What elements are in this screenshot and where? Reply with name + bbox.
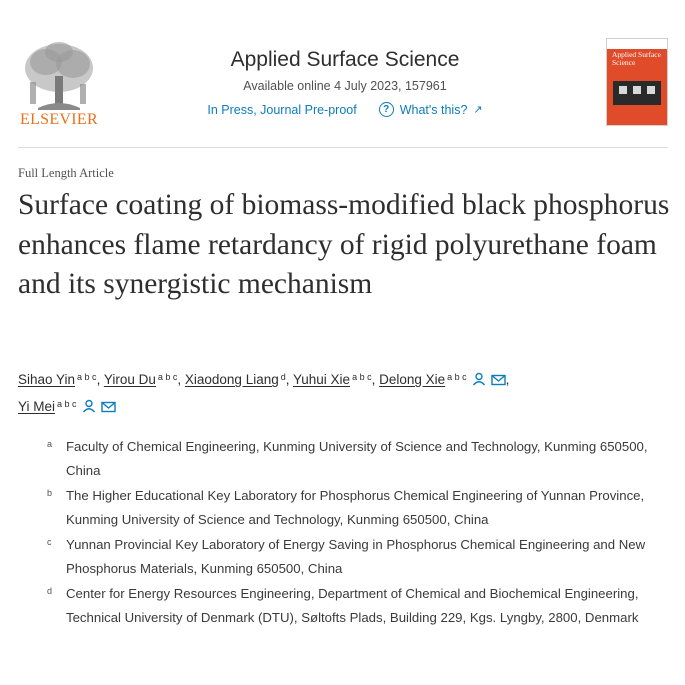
affiliation-text: Center for Energy Resources Engineering, Department of Chemical and Biochemical Engineering, Technical University of Denmark (DTU), Søltofts Plads, Building 229, Kgs. Lyngby, 2800, Denmark xyxy=(66,586,639,625)
affiliation-item xyxy=(44,533,674,581)
affiliation-item xyxy=(44,582,674,630)
question-circle-icon[interactable]: ? xyxy=(379,102,394,117)
author-yuhui-xie[interactable]: Yuhui Xie $^{a b c}$ xyxy=(293,372,372,387)
affiliation-text: Faculty of Chemical Engineering, Kunming University of Science and Technology, Kunming 650500, China xyxy=(66,439,648,478)
journal-status-row xyxy=(170,102,520,117)
affiliation-label: b xyxy=(47,488,53,498)
person-icon[interactable] xyxy=(82,399,96,413)
author-yi-mei[interactable]: Yi Mei $^{a b c}$ xyxy=(18,399,77,414)
journal-info xyxy=(170,48,520,117)
article-header xyxy=(0,0,685,140)
author-yirou-du[interactable]: Yirou Du $^{a b c}$ xyxy=(103,372,178,387)
journal-title[interactable]: Applied Surface Science xyxy=(230,48,460,71)
whats-this-link[interactable]: What's this? xyxy=(399,102,468,117)
person-icon[interactable] xyxy=(472,372,486,386)
mail-icon[interactable] xyxy=(101,401,116,413)
in-press-link[interactable]: In Press, Journal Pre-proof xyxy=(207,102,357,117)
affiliation-label: c xyxy=(47,537,52,547)
affiliation-label: d xyxy=(47,586,53,596)
article-title: Surface coating of biomass-modified black phosphorus enhances flame retardancy of rigid polyurethane foam and its synergistic mechanism xyxy=(18,189,670,300)
mail-icon[interactable] xyxy=(491,374,506,386)
cover-header-band xyxy=(607,39,667,47)
affiliation-item xyxy=(44,435,674,483)
affiliation-text: The Higher Educational Key Laboratory for Phosphorus Chemical Engineering of Yunnan Province, Kunming University of Science and Technology, Kunming 650500, China xyxy=(66,488,645,527)
author-sihao-yin[interactable]: Sihao Yin $^{a b c}$ xyxy=(18,372,97,387)
affiliation-item xyxy=(44,484,674,532)
article-type: Full Length Article xyxy=(18,166,114,180)
header-divider xyxy=(18,147,668,148)
author-xiaodong-liang[interactable]: Xiaodong Liang $^d$ xyxy=(184,372,286,387)
cover-title: Applied Surface Science xyxy=(612,50,661,67)
author-list: Sihao Yin $^{a b c}$, Yirou Du $^{a b c}$, Xiaodong Liang $^d$, Yuhui Xie $^{a b c}$, Delong Xie $^{a b c}$ , Yi Mei $^{a b c}$ xyxy=(18,372,510,414)
affiliation-text: Yunnan Provincial Key Laboratory of Energy Saving in Phosphorus Chemical Engineering and New Phosphorus Materials, Kunming 650500, China xyxy=(66,537,646,576)
affiliation-list xyxy=(44,435,674,631)
author-delong-xie[interactable]: Delong Xie $^{a b c}$ xyxy=(379,372,467,387)
journal-cover[interactable] xyxy=(606,38,668,126)
availability-date: Available online 4 July 2023, 157961 xyxy=(243,79,447,93)
external-link-icon: ↗ xyxy=(473,104,483,116)
affiliation-label: a xyxy=(47,439,53,449)
elsevier-wordmark[interactable]: ELSEVIER xyxy=(20,111,98,128)
cover-image xyxy=(613,81,661,105)
